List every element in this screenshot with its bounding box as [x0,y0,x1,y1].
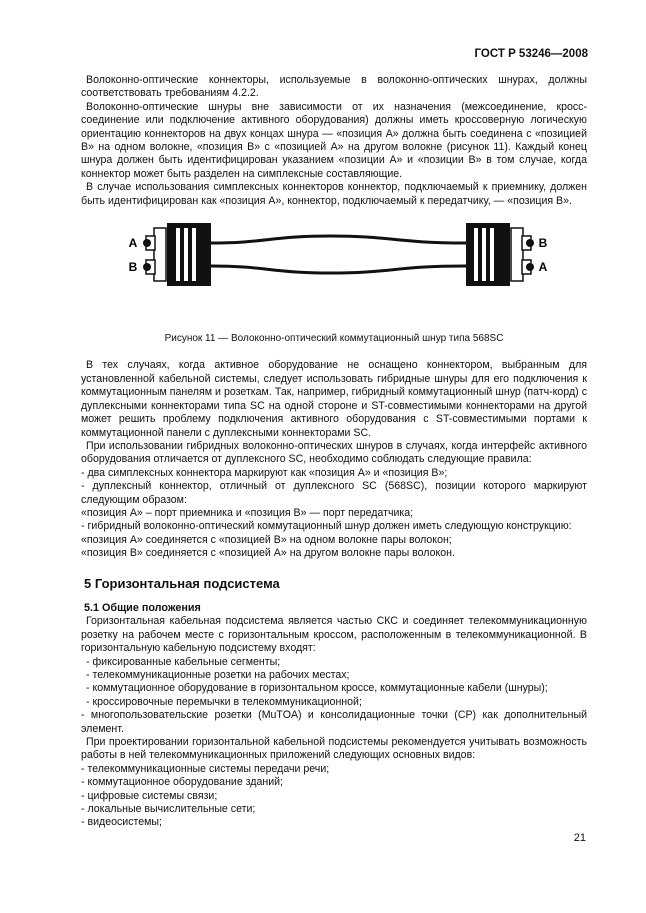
rule-item: - два симплексных коннектора маркируют как «позиция А» и «позиция В»; [81,466,448,479]
rule-item: «позиция А» соединяется с «позицией В» на одном волокне пары волокон; [81,533,452,546]
label-left-bottom: B [128,260,138,275]
section-heading: 5 Горизонтальная подсистема [84,575,280,591]
patch-cord-diagram [81,214,587,306]
paragraph-crossover-orientation: Волоконно-оптические шнуры вне зависимости от их назначения (межсоединение, кросс-соединение или подключение активного оборудования) должны иметь кроссоверную логическую ориентацию коннекторов на двух концах шнура — «позиция А» должна быть соединена с «позицией В» на одном волокне, «позиция В» с «позицией А» на другом волокне (рисунок 11). Каждый конец шнура должен быть идентифицирован указанием «позиции А» и «позиции В» в том случае, когда коннектор может быть разделен на симплексные составляющие. [81,100,587,180]
component-item: - кроссировочные перемычки в телекоммуникационной; [86,695,362,708]
document-header: ГОСТ Р 53246—2008 [474,48,588,60]
component-item: - телекоммуникационные розетки на рабочих местах; [86,669,350,681]
component-item: - фиксированные кабельные сегменты; [86,655,281,668]
rule-item: «позиция В» соединяется с «позицией А» на другом волокне пары волокон. [81,547,455,560]
rule-item: «позиция А» – порт приемника и «позиция В» — порт передатчика; [81,506,414,519]
paragraph-applications-intro: При проектировании горизонтальной кабельной подсистемы рекомендуется учитывать возможность работы в ней телекоммуникационных приложений следующих основных видов: [81,736,587,762]
right-duplex-connector [466,223,534,286]
left-duplex-connector [143,223,211,286]
page-number: 21 [573,832,586,844]
paragraph-simplex-connectors: В случае использования симплексных коннекторов коннектор, подключаемый к приемнику, должен быть идентифицирован как «позиция А», коннектор, подключаемый к передатчику, — «позиция В». [81,181,587,207]
application-item: - цифровые системы связи; [81,789,218,802]
application-item: - коммутационное оборудование зданий; [81,776,283,789]
label-right-bottom: A [538,260,548,275]
component-item: - коммутационное оборудование в горизонтальном кроссе, коммутационные кабели (шнуры); [86,682,548,695]
paragraph-hybrid-cords: В тех случаях, когда активное оборудование не оснащено коннектором, выбранным для установленной кабельной системы, следует использовать гибридные шнуры для его подключения к коммутационным панелям и розеткам. Так, например, гибридный коммутационный шнур (патч-корд) с дуплексными коннекторами типа SC на одной стороне и ST-совместимыми коннекторами на другой может решить проблему подключения активного оборудования с ST-совместимыми портами к коммутационной панели с дуплексными коннекторами SC. [81,359,587,439]
figure-caption: Рисунок 11 — Волоконно-оптический коммутационный шнур типа 568SC [164,333,504,345]
label-right-top: B [538,236,548,251]
page-content [81,74,587,830]
paragraph-connectors-requirements: Волоконно-оптические коннекторы, используемые в волоконно-оптических шнурах, должны соответствовать требованиям 4.2.2. [81,74,587,100]
fiber-lower [211,266,466,273]
paragraph-horizontal-subsystem: Горизонтальная кабельная подсистема является частью СКС и соединяет телекоммуникационную розетку на рабочем месте с горизонтальным кроссом, расположенным в телекоммуникационной. В горизонтальную кабельную подсистему входят: [81,615,587,655]
application-item: - телекоммуникационные системы передачи речи; [81,762,330,775]
subsection-heading: 5.1 Общие положения [84,601,201,614]
figure-patch-cord [81,214,587,306]
component-item: - многопользовательские розетки (MuTOA) и консолидационные точки (СР) как дополнительный элемент. [81,709,587,735]
rule-item: - гибридный волоконно-оптический коммутационный шнур должен иметь следующую конструкцию: [81,520,572,533]
paragraph-hybrid-rules-intro: При использовании гибридных волоконно-оптических шнуров в случаях, когда интерфейс активного оборудования отличается от дуплексного SC, необходимо соблюдать следующие правила: [81,439,587,466]
application-item: - локальные вычислительные сети; [81,803,256,816]
application-item: - видеосистемы; [81,816,162,829]
label-left-top: A [128,236,138,251]
rule-item: - дуплексный коннектор, отличный от дуплексного SC (568SC), позиции которого маркируют следующим образом: [81,480,587,506]
fiber-upper [211,236,466,243]
